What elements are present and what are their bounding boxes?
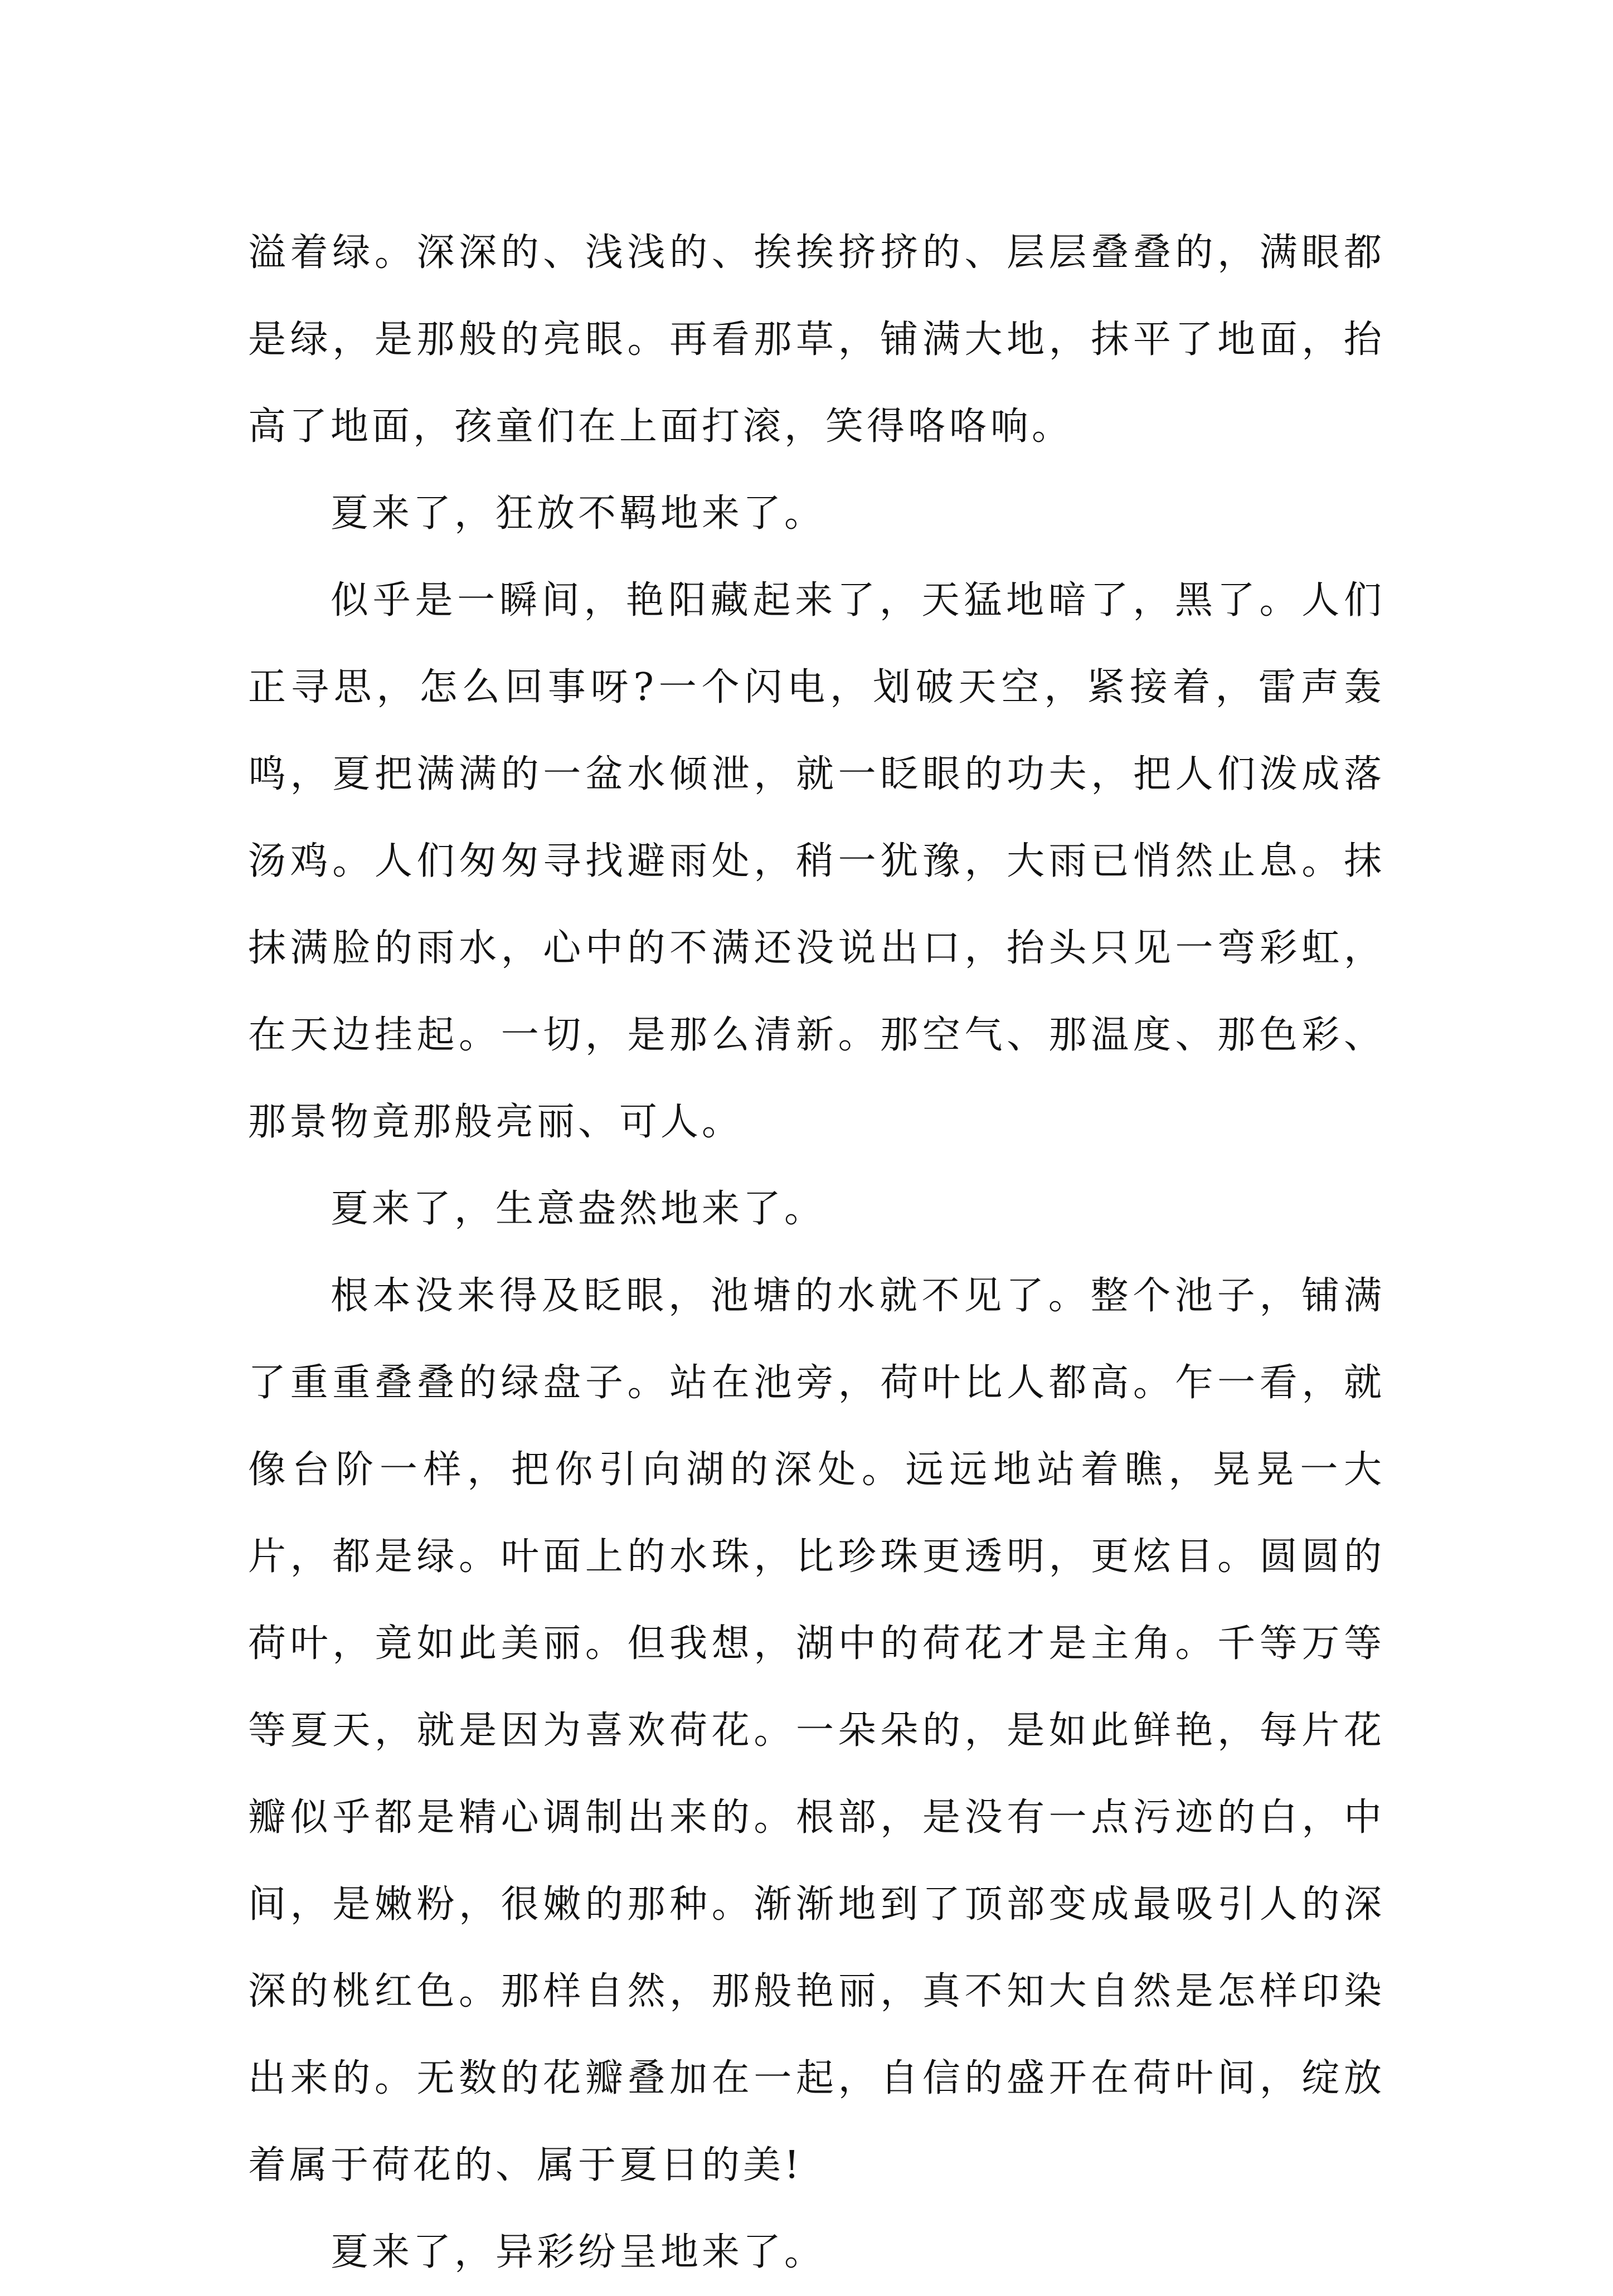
paragraph-6: 夏来了，异彩纷呈地来了。	[331, 2230, 826, 2274]
paragraph-1: 溢着绿。深深的、浅浅的、挨挨挤挤的、层层叠叠的，满眼都是绿，是那般的亮眼。再看那草，铺满大地，抹平了地面，抬高了地面，孩童们在上面打滚，笑得咯咯响。	[248, 231, 1385, 449]
paragraph-4: 夏来了，生意盎然地来了。	[331, 1187, 826, 1231]
paragraph-2: 夏来了，狂放不羁地来了。	[331, 492, 826, 536]
paragraph-5: 根本没来得及眨眼，池塘的水就不见了。整个池子，铺满了重重叠叠的绿盘子。站在池旁，荷叶比人都高。乍一看，就像台阶一样，把你引向湖的深处。远远地站着瞧，晃晃一大片，都是绿。叶面上的水珠，比珍珠更透明，更炫目。圆圆的荷叶，竟如此美丽。但我想，湖中的荷花才是主角。千等万等等夏天，就是因为喜欢荷花。一朵朵的，是如此鲜艳，每片花瓣似乎都是精心调制出来的。根部，是没有一点污迹的白，中间，是嫩粉，很嫩的那种。渐渐地到了顶部变成最吸引人的深深的桃红色。那样自然，那般艳丽，真不知大自然是怎样印染出来的。无数的花瓣叠加在一起，自信的盛开在荷叶间，绽放着属于荷花的、属于夏日的美!	[248, 1274, 1385, 2187]
paragraph-3: 似乎是一瞬间，艳阳藏起来了，天猛地暗了，黑了。人们正寻思，怎么回事呀?一个闪电，划破天空，紧接着，雷声轰鸣，夏把满满的一盆水倾泄，就一眨眼的功夫，把人们泼成落汤鸡。人们匆匆寻找避雨处，稍一犹豫，大雨已悄然止息。抹抹满脸的雨水，心中的不满还没说出口，抬头只见一弯彩虹，在天边挂起。一切，是那么清新。那空气、那温度、那色彩、那景物竟那般亮丽、可人。	[248, 578, 1385, 1144]
document-body	[248, 210, 1385, 2296]
